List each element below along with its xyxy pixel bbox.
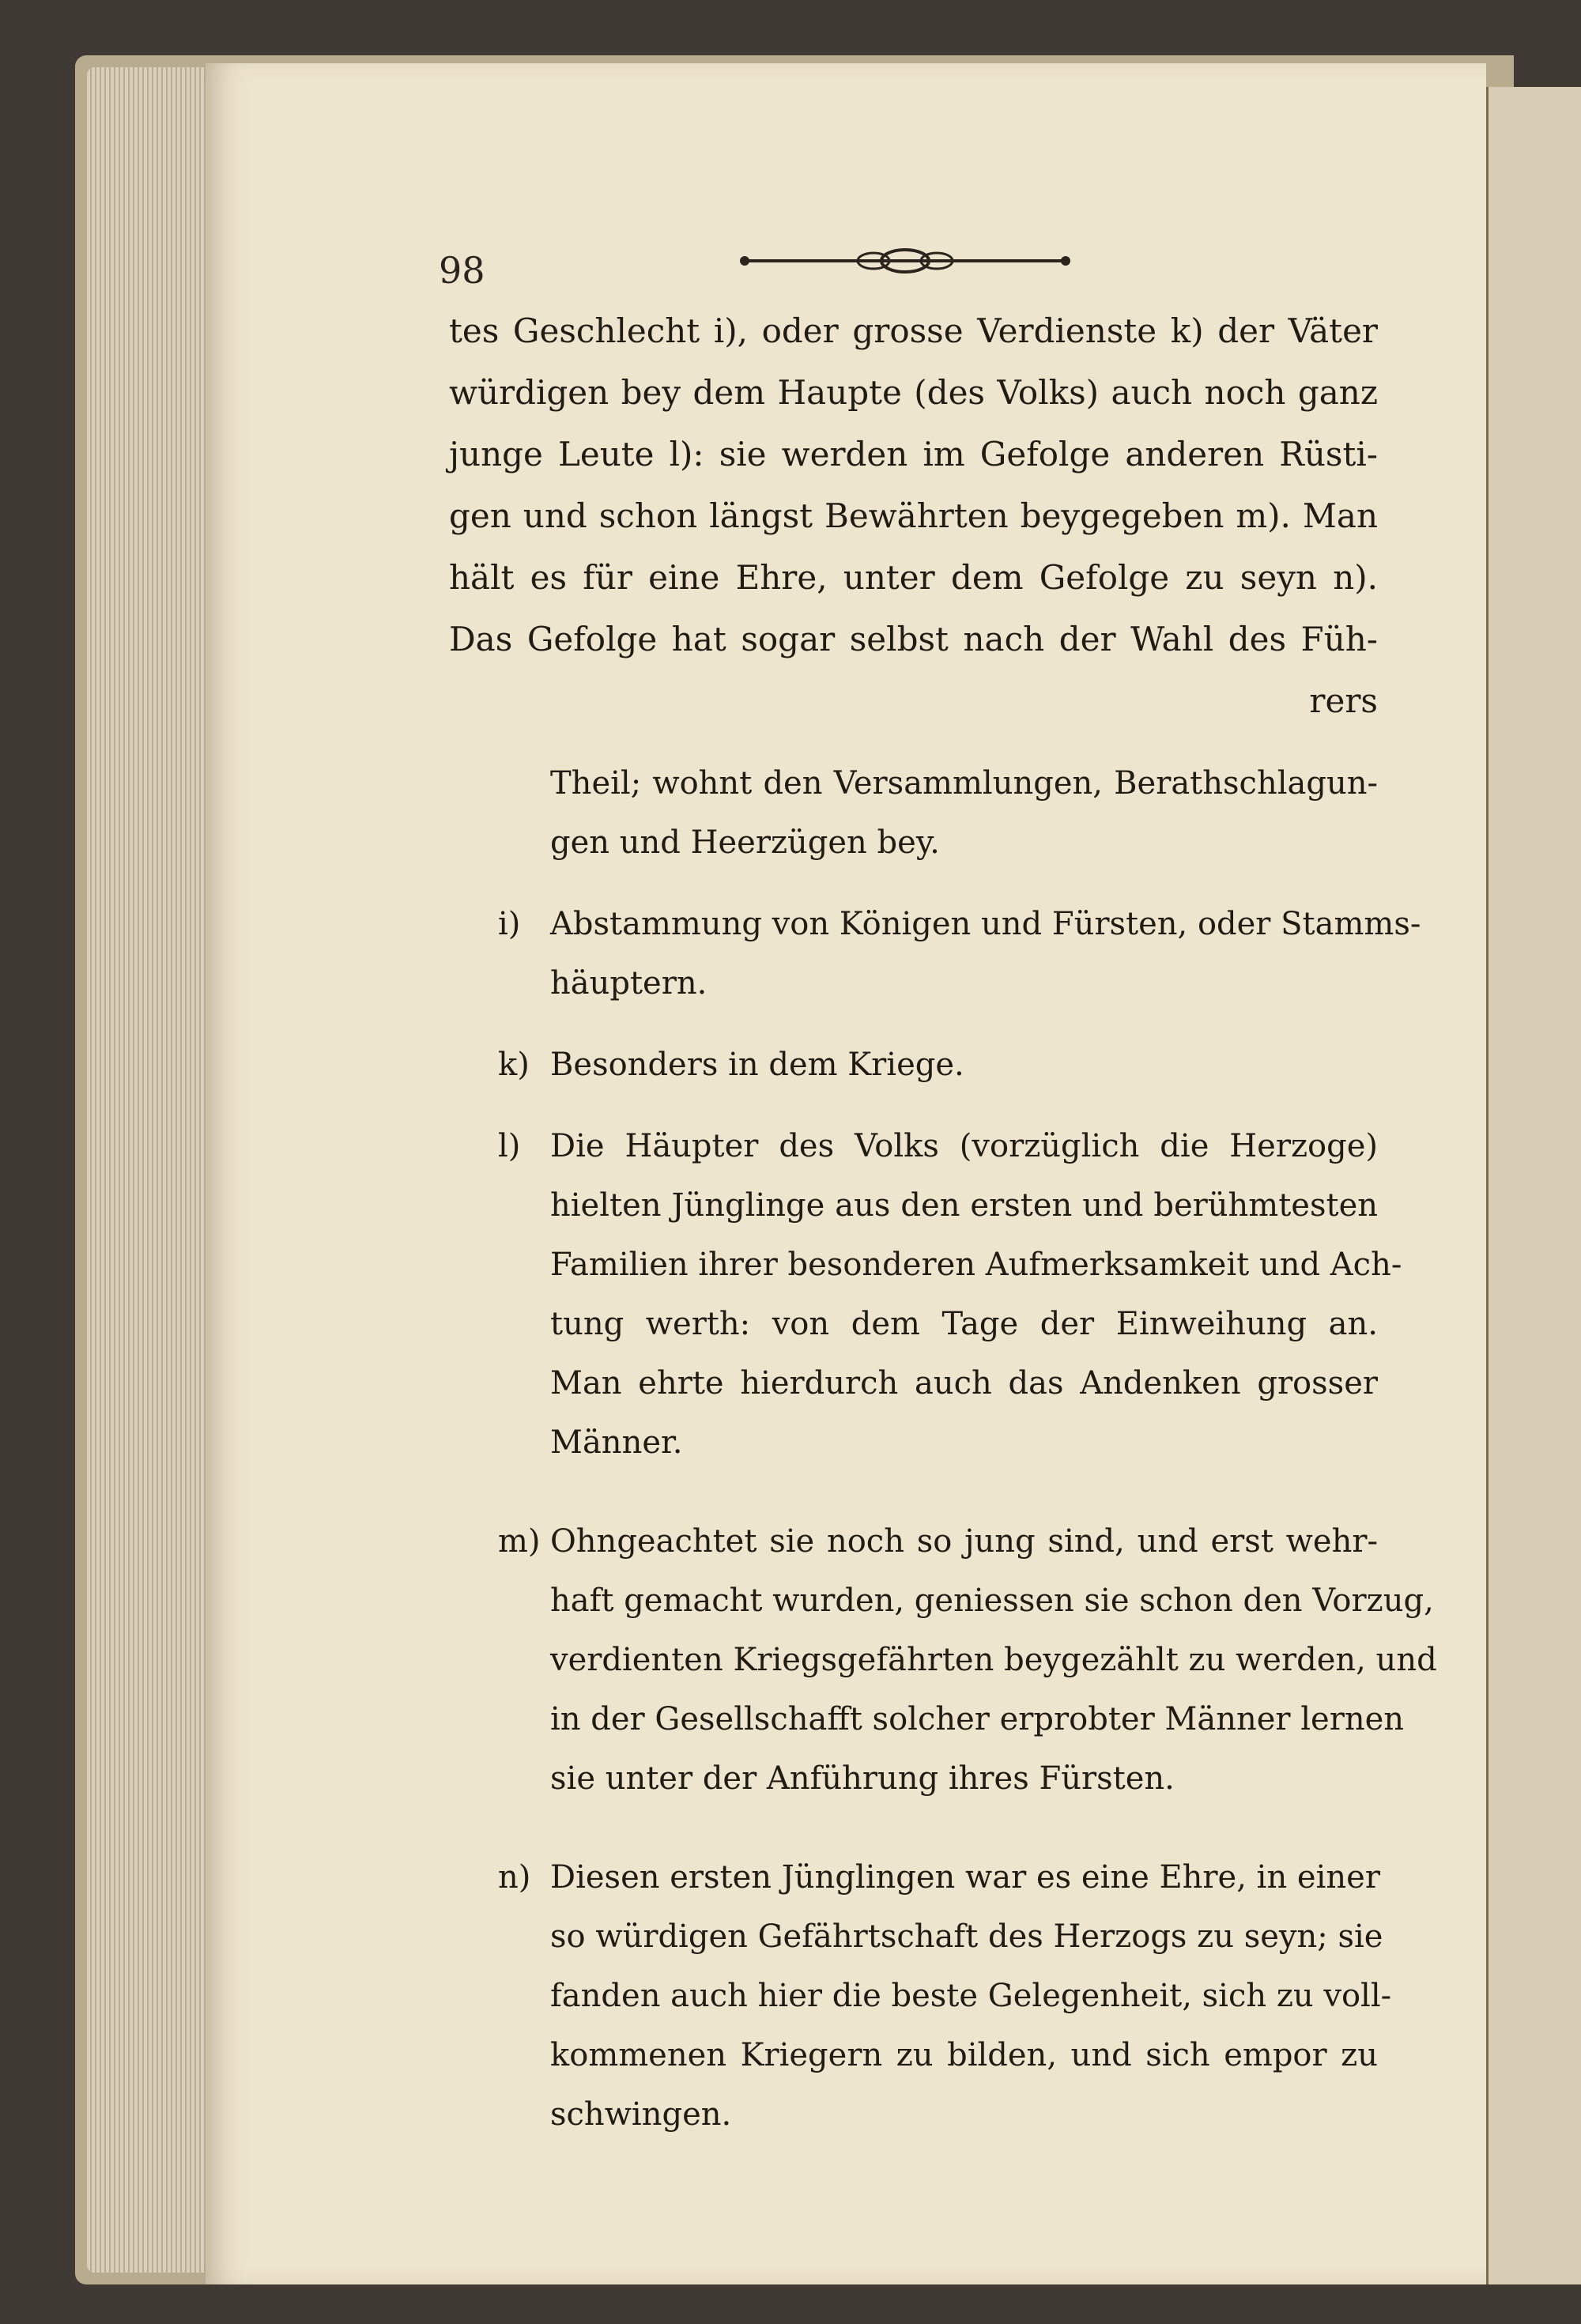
footnote-marker: n)	[498, 1859, 531, 1896]
footnote-marker: i)	[498, 906, 521, 942]
footnote-m	[449, 1512, 1437, 1809]
footnote-line: Familien ihrer besonderen Aufmerksamkeit und Ach-	[550, 1247, 1402, 1283]
footnote-line: verdienten Kriegsgefährten beygezählt zu werden, und	[550, 1642, 1437, 1678]
footnote-line: Man ehrte hierdurch auch das Andenken grosser	[550, 1365, 1378, 1402]
main-text-line: hält es für eine Ehre, unter dem Gefolge zu seyn n).	[449, 558, 1378, 597]
footnote-line: Besonders in dem Kriege.	[550, 1047, 964, 1083]
footnote-line: tung werth: von dem Tage der Einweihung an.	[550, 1306, 1378, 1342]
page-text	[449, 300, 1437, 2145]
footnote-line: fanden auch hier die beste Gelegenheit, sich zu voll-	[550, 1978, 1392, 2014]
footnote-line: Abstammung von Königen und Fürsten, oder Stamms-	[550, 906, 1421, 942]
footnote-marker: m)	[498, 1523, 541, 1560]
main-text-line: junge Leute l): sie werden im Gefolge anderen Rüsti-	[449, 435, 1378, 473]
footnote-line: Diesen ersten Jünglingen war es eine Ehre, in einer	[550, 1859, 1380, 1896]
catchword: rers	[1309, 681, 1378, 720]
footnote-line: gen und Heerzügen bey.	[550, 824, 940, 861]
main-text-line: Das Gefolge hat sogar selbst nach der Wahl des Füh-	[449, 620, 1378, 658]
main-text-line: würdigen bey dem Haupte (des Volks) auch noch ganz	[449, 373, 1378, 412]
main-text-line: gen und schon längst Bewährten beygegeben m). Man	[449, 496, 1378, 535]
footnote-line: Ohngeachtet sie noch so jung sind, und erst wehr-	[550, 1523, 1378, 1560]
footnote-line: haft gemacht wurden, geniessen sie schon den Vorzug,	[550, 1583, 1434, 1619]
main-text-line: tes Geschlecht i), oder grosse Verdienste k) der Väter	[449, 311, 1378, 350]
footnote-marker: l)	[498, 1128, 521, 1164]
footnote-line: hielten Jünglinge aus den ersten und berühmtesten	[550, 1187, 1378, 1224]
footnote-k	[449, 1036, 1378, 1095]
footnote-line: sie unter der Anführung ihres Fürsten.	[550, 1760, 1175, 1797]
footnote-line: Theil; wohnt den Versammlungen, Berathschlagun-	[550, 765, 1378, 802]
footnote-line: Männer.	[550, 1424, 683, 1461]
header-ornament	[735, 241, 1075, 281]
footnote-marker: k)	[498, 1047, 530, 1083]
footnote-l	[449, 1117, 1402, 1473]
footnote-line: kommenen Kriegern zu bilden, und sich empor zu	[550, 2037, 1378, 2073]
footnote-line: in der Gesellschafft solcher erprobter Männer lernen	[550, 1701, 1405, 1737]
footnote-line: Die Häupter des Volks (vorzüglich die Herzoge)	[550, 1128, 1378, 1164]
footnote-i	[449, 895, 1421, 1013]
facing-page-edge	[1486, 87, 1581, 2284]
footnote-continuation	[449, 754, 1378, 873]
footnote-line: so würdigen Gefährtschaft des Herzogs zu seyn; sie	[550, 1918, 1383, 1955]
footnote-line: häuptern.	[550, 965, 707, 1002]
footnote-n	[449, 1848, 1392, 2145]
footnote-line: schwingen.	[550, 2096, 732, 2133]
page-number: 98	[439, 249, 485, 292]
